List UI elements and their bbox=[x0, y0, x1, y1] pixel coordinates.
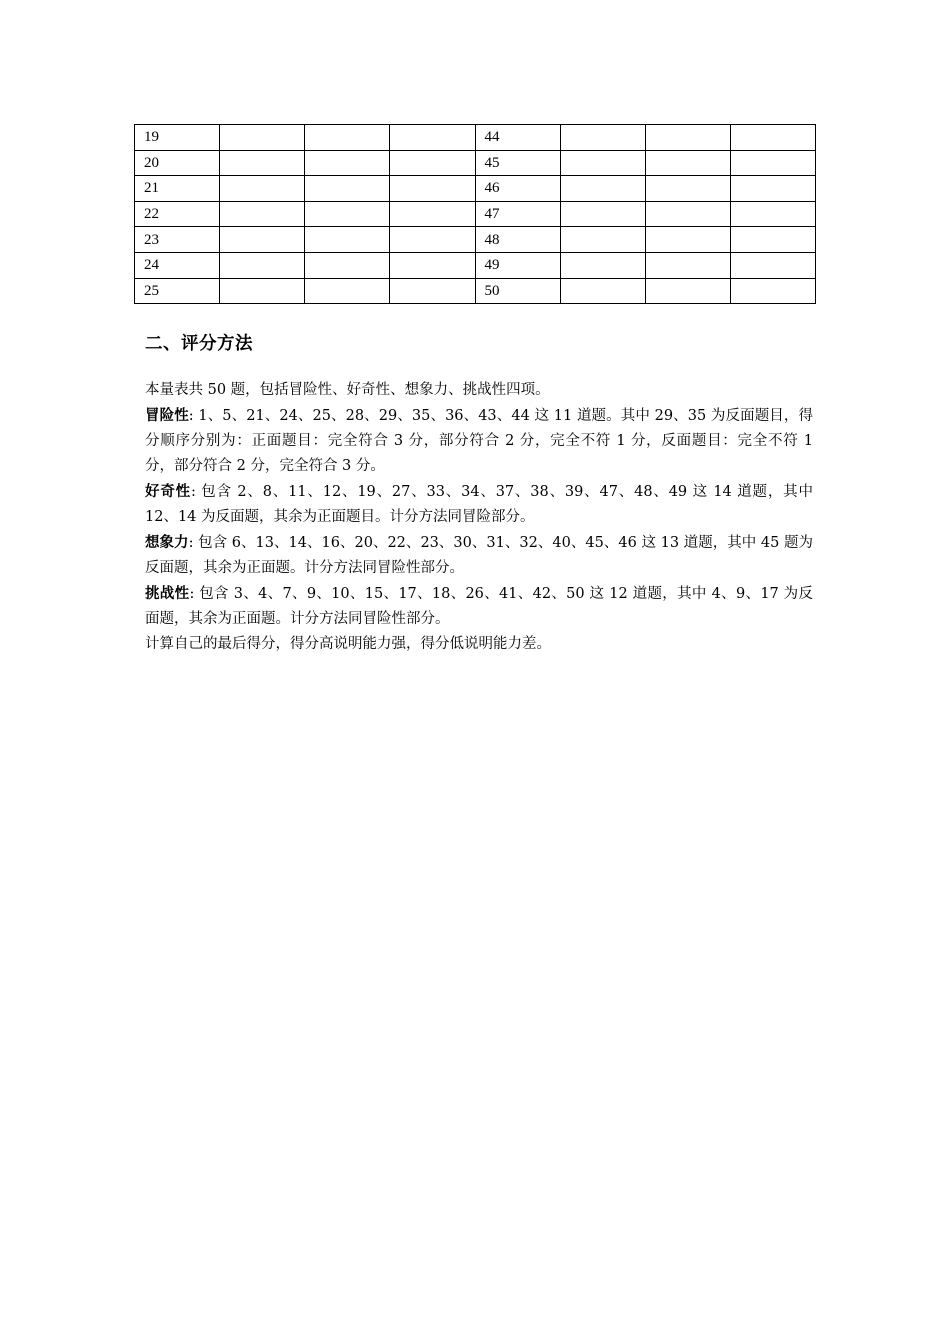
answer-cell[interactable] bbox=[560, 176, 645, 202]
answer-cell[interactable] bbox=[305, 176, 390, 202]
answer-cell[interactable] bbox=[305, 278, 390, 304]
scale-paragraph-imagination bbox=[145, 530, 813, 581]
answer-cell[interactable] bbox=[645, 125, 730, 151]
question-number-cell: 47 bbox=[475, 201, 560, 227]
scale-term: 挑战性 bbox=[145, 585, 190, 602]
answer-cell[interactable] bbox=[645, 252, 730, 278]
question-number-cell: 48 bbox=[475, 227, 560, 253]
answer-cell[interactable] bbox=[645, 278, 730, 304]
answer-cell[interactable] bbox=[730, 176, 815, 202]
answer-cell[interactable] bbox=[220, 278, 305, 304]
answer-cell[interactable] bbox=[305, 227, 390, 253]
answer-cell[interactable] bbox=[730, 278, 815, 304]
scale-paragraph-adventure bbox=[145, 403, 813, 479]
table-row bbox=[135, 125, 816, 151]
answer-cell[interactable] bbox=[730, 252, 815, 278]
answer-cell[interactable] bbox=[560, 278, 645, 304]
answer-cell[interactable] bbox=[730, 227, 815, 253]
answer-cell[interactable] bbox=[305, 150, 390, 176]
answer-cell[interactable] bbox=[730, 125, 815, 151]
scale-paragraph-challenge bbox=[145, 581, 813, 632]
answer-cell[interactable] bbox=[560, 252, 645, 278]
question-number-cell: 21 bbox=[135, 176, 220, 202]
table-row bbox=[135, 150, 816, 176]
question-number-cell: 19 bbox=[135, 125, 220, 151]
answer-cell[interactable] bbox=[560, 125, 645, 151]
scale-description: : 包含 2、8、11、12、19、27、33、34、37、38、39、47、48、49 这 14 道题，其中 12、14 为反面题，其余为正面题目。计分方法同冒险部分。 bbox=[145, 484, 814, 525]
question-number-cell: 46 bbox=[475, 176, 560, 202]
table-row bbox=[135, 176, 816, 202]
table-row bbox=[135, 201, 816, 227]
answer-cell[interactable] bbox=[560, 150, 645, 176]
section-heading: 二、评分方法 bbox=[145, 334, 253, 354]
scale-description: : 1、5、21、24、25、28、29、35、36、43、44 这 11 道题。其中 29、35 为反面题目，得分顺序分别为：正面题目：完全符合 3 分，部分符合 2 分，完全不符 1 分，反面题目：完全不符 1 分，部分符合 2 分，完全符合 3 分。 bbox=[145, 408, 814, 474]
answer-cell[interactable] bbox=[305, 252, 390, 278]
answer-cell[interactable] bbox=[305, 201, 390, 227]
conclusion-paragraph: 计算自己的最后得分，得分高说明能力强，得分低说明能力差。 bbox=[145, 636, 551, 652]
question-number-cell: 24 bbox=[135, 252, 220, 278]
answer-cell[interactable] bbox=[305, 125, 390, 151]
question-number-cell: 49 bbox=[475, 252, 560, 278]
answer-cell[interactable] bbox=[390, 150, 475, 176]
answer-cell[interactable] bbox=[645, 176, 730, 202]
answer-cell[interactable] bbox=[645, 227, 730, 253]
answer-cell[interactable] bbox=[220, 227, 305, 253]
scale-description: : 包含 6、13、14、16、20、22、23、30、31、32、40、45、46 这 13 道题，其中 45 题为反面题，其余为正面题。计分方法同冒险性部分。 bbox=[145, 535, 814, 576]
answer-table-body bbox=[135, 125, 816, 304]
question-number-cell: 22 bbox=[135, 201, 220, 227]
answer-cell[interactable] bbox=[390, 125, 475, 151]
answer-cell[interactable] bbox=[220, 201, 305, 227]
answer-cell[interactable] bbox=[730, 201, 815, 227]
answer-cell[interactable] bbox=[645, 201, 730, 227]
answer-cell[interactable] bbox=[220, 125, 305, 151]
answer-cell[interactable] bbox=[390, 176, 475, 202]
answer-cell[interactable] bbox=[560, 227, 645, 253]
intro-paragraph: 本量表共 50 题，包括冒险性、好奇性、想象力、挑战性四项。 bbox=[145, 382, 550, 398]
scale-term: 好奇性 bbox=[145, 483, 191, 500]
question-number-cell: 45 bbox=[475, 150, 560, 176]
scale-term: 冒险性 bbox=[145, 407, 189, 424]
answer-cell[interactable] bbox=[390, 227, 475, 253]
question-number-cell: 23 bbox=[135, 227, 220, 253]
question-number-cell: 20 bbox=[135, 150, 220, 176]
table-row bbox=[135, 227, 816, 253]
answer-cell[interactable] bbox=[220, 252, 305, 278]
scale-paragraph-curiosity bbox=[145, 479, 813, 530]
question-number-cell: 44 bbox=[475, 125, 560, 151]
answer-cell[interactable] bbox=[730, 150, 815, 176]
answer-cell[interactable] bbox=[220, 176, 305, 202]
scale-description: : 包含 3、4、7、9、10、15、17、18、26、41、42、50 这 12 道题，其中 4、9、17 为反面题，其余为正面题。计分方法同冒险性部分。 bbox=[145, 586, 813, 627]
answer-cell[interactable] bbox=[390, 252, 475, 278]
question-number-cell: 50 bbox=[475, 278, 560, 304]
scale-term: 想象力 bbox=[145, 534, 189, 551]
question-number-cell: 25 bbox=[135, 278, 220, 304]
answer-table bbox=[134, 124, 816, 304]
answer-cell[interactable] bbox=[560, 201, 645, 227]
scoring-method-text bbox=[145, 378, 813, 657]
answer-cell[interactable] bbox=[220, 150, 305, 176]
table-row bbox=[135, 252, 816, 278]
table-row bbox=[135, 278, 816, 304]
answer-cell[interactable] bbox=[645, 150, 730, 176]
answer-cell[interactable] bbox=[390, 201, 475, 227]
answer-cell[interactable] bbox=[390, 278, 475, 304]
